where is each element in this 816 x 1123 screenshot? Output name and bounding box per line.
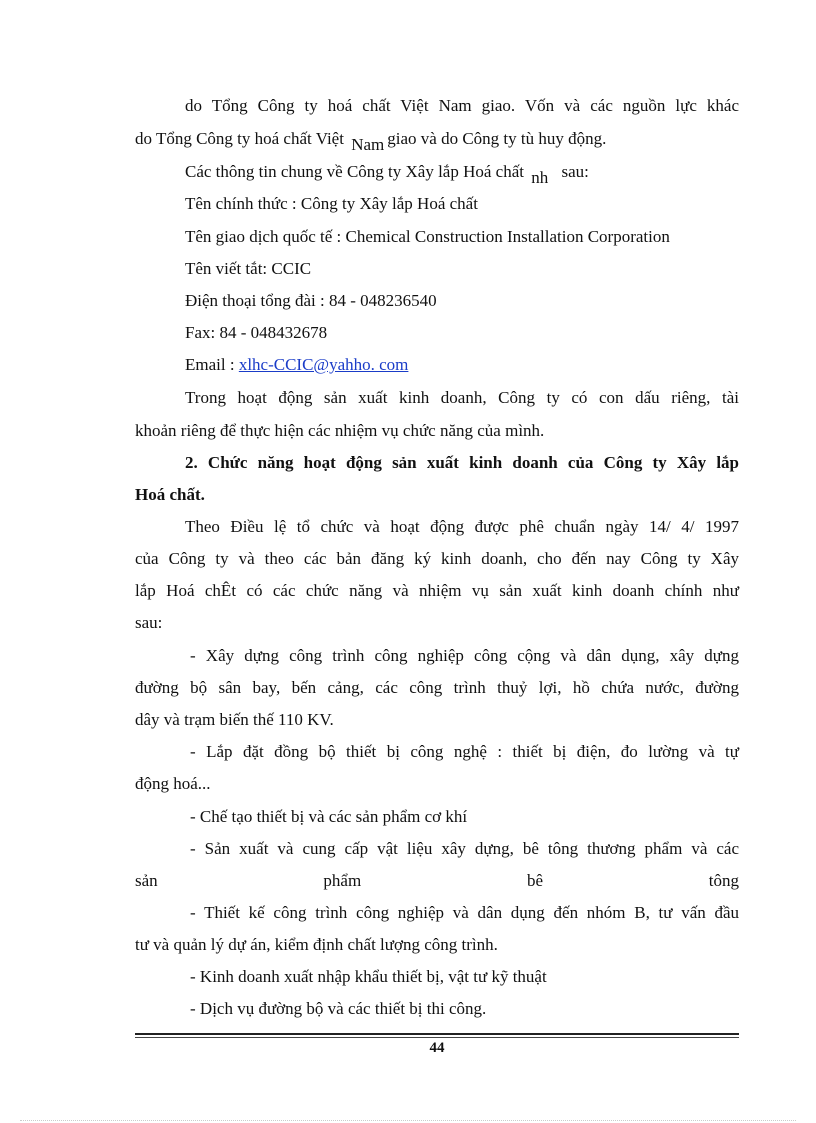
list-item: sản phẩm bê tông: [135, 871, 739, 890]
section-heading: 2. Chức năng hoạt động sản xuất kinh doanh của Công ty Xây lắp: [185, 453, 739, 472]
list-item: - Lắp đặt đồng bộ thiết bị công nghệ : thiết bị điện, đo lường và tự: [190, 742, 739, 761]
list-item: tư và quản lý dự án, kiểm định chất lượng công trình.: [135, 935, 498, 954]
list-item: - Xây dựng công trình công nghiệp công cộng và dân dụng, xây dựng: [190, 646, 739, 665]
text-fragment: Nam: [351, 135, 385, 154]
text-fragment: giao và do Công ty tù huy động.: [387, 129, 607, 148]
list-item: - Chế tạo thiết bị và các sản phẩm cơ khí: [190, 807, 468, 826]
email-label: Email :: [185, 355, 235, 374]
page-number: 44: [429, 1040, 445, 1056]
footer-rule: [135, 1033, 739, 1035]
paragraph-line: của Công ty và theo các bản đăng ký kinh doanh, cho đến nay Công ty Xây: [135, 549, 739, 568]
company-short-name: Tên viết tắt: CCIC: [185, 259, 312, 278]
paragraph-line: Trong hoạt động sản xuất kinh doanh, Công ty có con dấu riêng, tài: [185, 388, 739, 407]
paragraph-line: sau:: [135, 613, 163, 632]
text-fragment: sau:: [561, 162, 589, 181]
text-fragment: do Tổng Công ty hoá chất Việt: [135, 129, 344, 148]
paragraph-line: [135, 128, 607, 154]
company-official-name: Tên chính thức : Công ty Xây lắp Hoá chất: [185, 194, 478, 213]
paragraph-line: do Tổng Công ty hoá chất Việt Nam giao. Vốn và các nguồn lực khác: [185, 96, 739, 115]
list-item: - Thiết kế công trình công nghiệp và dân dụng đến nhóm B, tư vấn đầu: [190, 903, 739, 922]
list-item: - Kinh doanh xuất nhập khẩu thiết bị, vật tư kỹ thuật: [190, 967, 547, 986]
email-link[interactable]: xlhc-CCIC@yahho. com: [238, 355, 409, 374]
list-item: động hoá...: [135, 774, 211, 793]
list-item: - Sản xuất và cung cấp vật liệu xây dựng, bê tông thương phẩm và các: [190, 839, 739, 858]
list-item: dây và trạm biến thế 110 KV.: [135, 710, 334, 729]
paragraph-line: khoản riêng để thực hiện các nhiệm vụ chức năng của mình.: [135, 421, 545, 440]
list-item: - Dịch vụ đường bộ và các thiết bị thi công.: [190, 999, 487, 1018]
text-fragment: Các thông tin chung về Công ty Xây lắp Hoá chất: [185, 162, 524, 181]
section-heading: Hoá chất.: [135, 485, 205, 504]
company-fax: Fax: 84 - 048432678: [185, 323, 328, 342]
company-phone: Điện thoại tổng đài : 84 - 048236540: [185, 291, 437, 310]
company-email: [185, 354, 408, 376]
footer-rule-thin: [135, 1037, 739, 1038]
paragraph-line: Theo Điều lệ tổ chức và hoạt động được phê chuẩn ngày 14/ 4/ 1997: [185, 517, 739, 536]
paragraph-line: lắp Hoá chÊt có các chức năng và nhiệm vụ sản xuất kinh doanh chính như: [135, 581, 739, 600]
paragraph-line: [185, 161, 589, 187]
text-fragment: nh: [531, 168, 549, 187]
company-intl-name: Tên giao dịch quốc tế : Chemical Construction Installation Corporation: [185, 227, 670, 246]
page-edge-divider: [20, 1120, 796, 1121]
list-item: đường bộ sân bay, bến cảng, các công trình thuỷ lợi, hồ chứa nước, đường: [135, 678, 739, 697]
